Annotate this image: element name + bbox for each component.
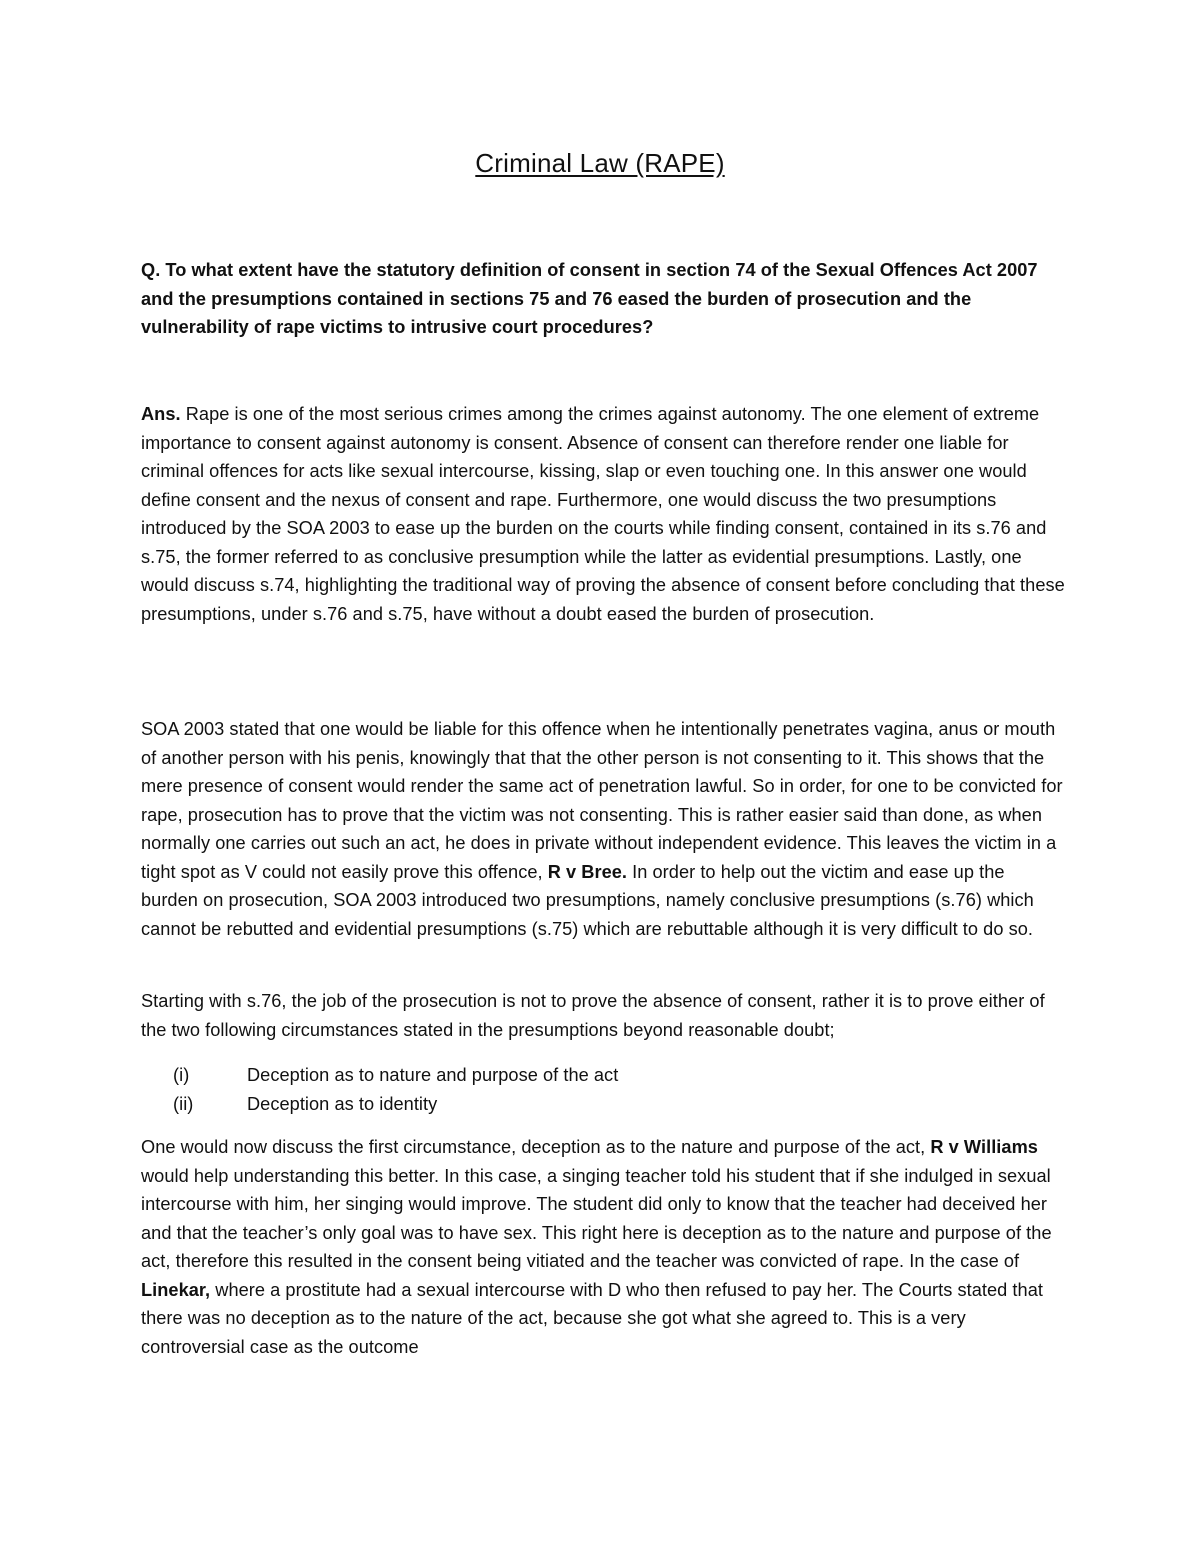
question-text: To what extent have the statutory definition of consent in section 74 of the Sexual Offences Act 2007 and the presumptions contained in sections 75 and 76 eased the burden of prosecution and the vulnerability of rape victims to intrusive court procedures? [141, 260, 1038, 337]
list-item-text: Deception as to identity [247, 1093, 438, 1114]
question-paragraph [141, 256, 1066, 342]
paragraph-text: One would now discuss the first circumstance, deception as to the nature and purpose of the act, [141, 1137, 931, 1157]
list-item-number: (i) [173, 1065, 190, 1085]
answer-text: Rape is one of the most serious crimes among the crimes against autonomy. The one element of extreme importance to consent against autonomy is consent. Absence of consent can therefore render one liable for criminal offences for acts like sexual intercourse, kissing, slap or even touching one. In this answer one would define consent and the nexus of consent and rape. Furthermore, one would discuss the two presumptions introduced by the SOA 2003 to ease up the burden on the courts while finding consent, contained in its s.76 and s.75, the former referred to as conclusive presumption while the latter as evidential presumptions. Lastly, one would discuss s.74, highlighting the traditional way of proving the absence of consent before concluding that these presumptions, under s.76 and s.75, have without a doubt eased the burden of prosecution. [141, 404, 1065, 624]
paragraph-text: would help understanding this better. In this case, a singing teacher told his student that if she indulged in sexual intercourse with him, her singing would improve. The student did only to know that the teacher had deceived her and that the teacher’s only goal was to have sex. This right here is deception as to the nature and purpose of the act, therefore this resulted in the consent being vitiated and the teacher was convicted of rape. In the case of [141, 1165, 1052, 1271]
paragraph-text: SOA 2003 stated that one would be liable for this offence when he intentionally penetrates vagina, anus or mouth of another person with his penis, knowingly that that the other person is not consenting to it. This shows that the mere presence of consent would render the same act of penetration lawful. So in order, for one to be convicted for rape, prosecution has to prove that the victim was not consenting. This is rather easier said than done, as when normally one carries out such an act, he does in private without independent evidence. This leaves the victim in a tight spot as V could not easily prove this offence, [141, 719, 1063, 882]
case-citation-linekar: Linekar, [141, 1279, 211, 1300]
list-item-number: (ii) [173, 1093, 194, 1114]
answer-paragraph [141, 400, 1066, 628]
list-item [141, 1090, 1066, 1119]
body-paragraph-3 [141, 987, 1066, 1044]
case-citation-bree: R v Bree. [547, 861, 628, 882]
circumstance-list [141, 1061, 1066, 1118]
question-prefix: Q. [141, 260, 161, 280]
body-paragraph-2 [141, 715, 1066, 943]
case-citation-williams: R v Williams [930, 1137, 1038, 1157]
list-item [141, 1061, 1066, 1090]
answer-prefix: Ans. [141, 404, 181, 424]
paragraph-text: Starting with s.76, the job of the prosecution is not to prove the absence of consent, rather it is to prove either of the two following circumstances stated in the presumptions beyond reasonable doubt; [141, 991, 1045, 1040]
list-item-text: Deception as to nature and purpose of the act [247, 1065, 619, 1085]
page-title: Criminal Law (RAPE) [475, 148, 725, 178]
paragraph-text: In order to help out the victim and ease up the burden on prosecution, SOA 2003 introduced two presumptions, namely conclusive presumptions (s.76) which cannot be rebutted and evidential presumptions (s.75) which are rebuttable although it is very difficult to do so. [141, 861, 1034, 939]
body-paragraph-4 [141, 1133, 1066, 1361]
paragraph-text: where a prostitute had a sexual intercourse with D who then refused to pay her. The Courts stated that there was no deception as to the nature of the act, because she got what she agreed to. This is a very controversial case as the outcome [141, 1279, 1043, 1357]
